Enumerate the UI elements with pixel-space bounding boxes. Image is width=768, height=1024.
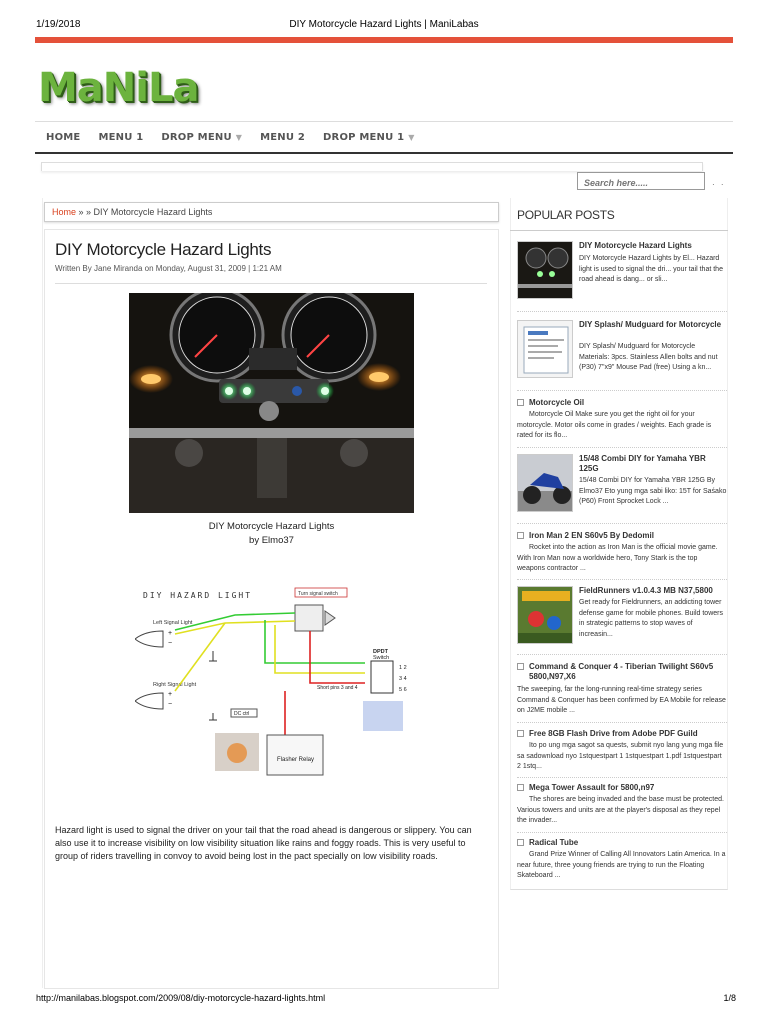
breadcrumb-current: DIY Motorcycle Hazard Lights <box>93 207 213 217</box>
missing-image-icon <box>517 784 524 791</box>
main-nav <box>35 121 733 154</box>
breadcrumb-separator: » » <box>76 207 94 217</box>
breadcrumb <box>44 202 499 222</box>
wiring-diagram <box>135 583 415 778</box>
popular-post-title[interactable]: Iron Man 2 EN S60v5 By Dedomil <box>529 531 654 540</box>
caption-line-1: DIY Motorcycle Hazard Lights <box>208 521 335 532</box>
diagram-switch-label: Switch <box>373 655 390 661</box>
thumbnail-image <box>518 321 573 378</box>
search-input[interactable] <box>577 172 705 190</box>
diagram-pin-label-2: 3 4 <box>399 676 407 682</box>
popular-post-excerpt: Ito po ung mga sagot sa quests, submit nyo lang yung mga file sa sadownload nyo 1stquestpart 1 1stquestpart 1.pdf 1stquestpart 2 1stq... <box>517 742 724 770</box>
popular-post-item[interactable] <box>517 241 727 303</box>
post-body: Hazard light is used to signal the driver on your tail that the road ahead is dangerous or slippery. You can also use it to increase visibility on low visibility situation like rains and foggy roads. This is very useful to group of riders travelling in convoy to avoid being lost in the pact specially on low visibility roads. <box>55 825 472 861</box>
diagram-dc-label: DC ctrl <box>234 711 250 717</box>
divider <box>517 654 727 655</box>
page-number: 1/8 <box>723 993 736 1003</box>
popular-post-item[interactable] <box>517 398 727 444</box>
nav-item-drop-menu-1[interactable] <box>323 132 415 143</box>
post-byline: Written By Jane Miranda on Monday, August 31, 2009 | 1:21 AM <box>55 264 282 273</box>
popular-post-title[interactable]: DIY Motorcycle Hazard Lights <box>579 241 692 250</box>
site-logo[interactable] <box>38 60 198 116</box>
popular-post-item[interactable] <box>517 454 727 516</box>
popular-post-title[interactable]: Mega Tower Assault for 5800,n97 <box>529 783 655 792</box>
popular-post-item[interactable] <box>517 783 727 829</box>
popular-post-excerpt: DIY Splash/ Mudguard for Motorcycle Materials: 3pcs. Stainless Allen bolts and nut (P30) 7"x9" Mouse Pad (free) Using a kn... <box>579 343 718 371</box>
diagram-relay-label: Flasher Relay <box>277 757 315 763</box>
chevron-down-icon: ▼ <box>235 132 243 142</box>
breadcrumb-home-link[interactable]: Home <box>52 207 77 217</box>
popular-post-excerpt: 15/48 Combi DIY for Yamaha YBR 125G By Elmo37 Eto yung mga sabi liko: 15T for Saśako (P60) Front Sprocket Lock ... <box>579 477 727 505</box>
divider <box>517 523 727 524</box>
diagram-pin-label-3: 5 6 <box>399 687 407 693</box>
popular-post-title[interactable]: Motorcycle Oil <box>529 398 585 407</box>
sub-header-bar <box>41 162 703 171</box>
popular-post-excerpt: The sweeping, far the long-running real-time strategy series Command & Conquer has been confirmed by EA Mobile for release on J2ME mobile ... <box>517 686 726 714</box>
print-title: DIY Motorcycle Hazard Lights | ManiLabas <box>289 19 479 30</box>
diagram-right-signal-label: Right Signal Light <box>153 682 197 688</box>
popular-post-excerpt: DIY Motorcycle Hazard Lights by El... Hazard light is used to signal the dri... your tail that the road ahead is dang... or sli... <box>579 255 723 283</box>
diagram-title: DIY HAZARD LIGHT <box>143 591 253 600</box>
site-logo-text: MaNiLa <box>38 65 199 111</box>
svg-text:+: + <box>168 691 173 698</box>
diagram-pin-label-1: 1 2 <box>399 665 407 671</box>
popular-post-excerpt: Motorcycle Oil Make sure you get the right oil for your motorcycle. Motor oils come in grades / weights. Each grade is rated for its flo... <box>517 411 712 439</box>
dashboard-photo <box>129 293 414 513</box>
popular-post-excerpt: The shores are being invaded and the base must be protected. Various towers and units are at the player's disposal as they repel the invader... <box>517 796 724 824</box>
missing-image-icon <box>517 399 524 406</box>
post-thumbnail[interactable] <box>517 241 573 299</box>
popular-post-excerpt: Grand Prize Winner of Calling All Innovators Latin America. In a near future, three young friends are trying to run the Floating Skateboard ... <box>517 851 726 879</box>
divider <box>517 777 727 778</box>
nav-label: DROP MENU <box>161 131 232 143</box>
divider <box>510 230 728 231</box>
print-footer <box>0 993 768 1007</box>
divider <box>517 722 727 723</box>
missing-image-icon <box>517 839 524 846</box>
popular-post-title[interactable]: Radical Tube <box>529 838 579 847</box>
nav-item-menu-1[interactable] <box>98 132 143 143</box>
diagram-left-signal-label: Left Signal Light <box>153 620 193 626</box>
popular-post-title[interactable]: 15/48 Combi DIY for Yamaha YBR 125G <box>579 454 706 473</box>
popular-post-excerpt: Rocket into the action as Iron Man is the official movie game. With Iron Man now a worldwide hero, Tony Stark is the top weapons contractor ... <box>517 544 718 572</box>
missing-image-icon <box>517 532 524 539</box>
nav-item-menu-2[interactable] <box>260 132 305 143</box>
divider <box>517 311 727 312</box>
diagram-top-label: Turn signal switch <box>298 591 338 597</box>
thumbnail-image <box>518 242 573 299</box>
nav-item-drop-menu[interactable] <box>161 132 242 143</box>
photo-caption <box>129 520 414 548</box>
popular-post-title[interactable]: DIY Splash/ Mudguard for Motorcycle <box>579 320 722 329</box>
popular-post-item[interactable] <box>517 838 727 884</box>
nav-item-home[interactable] <box>46 132 80 143</box>
divider <box>517 579 727 580</box>
nav-label: MENU 2 <box>260 131 306 143</box>
svg-text:−: − <box>168 640 173 647</box>
nav-label: MENU 1 <box>98 131 144 143</box>
post-thumbnail[interactable] <box>517 454 573 512</box>
popular-post-item[interactable] <box>517 662 727 722</box>
popular-post-title[interactable]: FieldRunners v1.0.4.3 MB N37,5800 <box>579 586 713 595</box>
print-header <box>0 0 768 32</box>
thumbnail-image <box>518 587 573 644</box>
missing-image-icon <box>517 663 524 670</box>
popular-post-title[interactable]: Free 8GB Flash Drive from Adobe PDF Guild <box>529 729 698 738</box>
missing-image-icon <box>517 730 524 737</box>
post-thumbnail[interactable] <box>517 586 573 644</box>
post-thumbnail[interactable] <box>517 320 573 378</box>
chevron-down-icon: ▼ <box>408 132 415 142</box>
caption-line-2: by Elmo37 <box>249 535 294 546</box>
divider <box>517 447 727 448</box>
sidebar-title: POPULAR POSTS <box>517 208 615 222</box>
nav-label: HOME <box>46 131 81 143</box>
diagram-short-label: Short pins 3 and 4 <box>317 685 358 691</box>
divider <box>517 390 727 391</box>
popular-post-item[interactable] <box>517 729 727 775</box>
print-date: 1/19/2018 <box>36 19 81 30</box>
divider <box>55 283 487 284</box>
search-icon[interactable]: · · <box>712 180 726 189</box>
popular-post-item[interactable] <box>517 586 727 648</box>
svg-text:−: − <box>168 701 173 708</box>
wiring-diagram-image <box>135 583 415 778</box>
diagram-dpdt-label: DPDT <box>373 649 388 655</box>
popular-post-item[interactable] <box>517 320 727 382</box>
thumbnail-image <box>518 455 573 512</box>
svg-text:+: + <box>168 630 173 637</box>
top-accent-bar <box>35 37 733 43</box>
page-url: http://manilabas.blogspot.com/2009/08/diy-motorcycle-hazard-lights.html <box>36 993 326 1003</box>
popular-post-item[interactable] <box>517 531 727 577</box>
divider <box>517 832 727 833</box>
popular-post-excerpt: Get ready for Fieldrunners, an addicting tower defense game for mobile phones. Build towers in strategic patterns to stop waves of increasin... <box>579 599 723 638</box>
popular-post-title[interactable]: Command & Conquer 4 - Tiberian Twilight S60v5 5800,N97,X6 <box>529 662 714 681</box>
dashboard-photo-image <box>129 293 414 513</box>
nav-label: DROP MENU 1 <box>323 131 405 143</box>
post-title: DIY Motorcycle Hazard Lights <box>55 240 272 259</box>
